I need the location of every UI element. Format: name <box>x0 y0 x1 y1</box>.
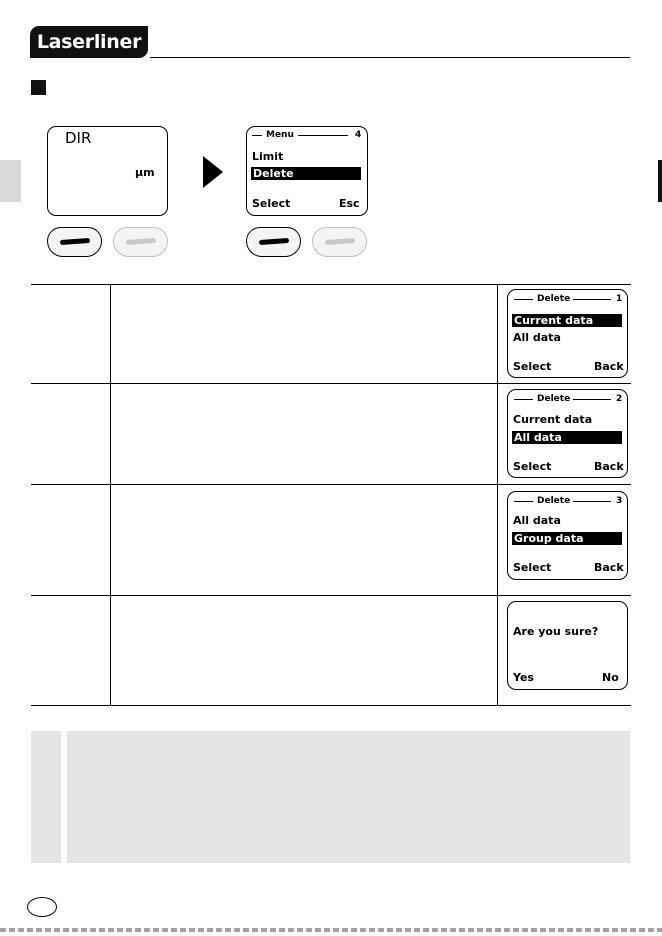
section-marker <box>31 80 46 95</box>
option-all-data: All data <box>512 431 622 444</box>
note-box <box>31 731 630 863</box>
right-softkey-button[interactable] <box>312 227 367 257</box>
table-rule <box>31 595 631 596</box>
screen-title: Delete <box>537 294 571 304</box>
menu-page-number: 4 <box>355 130 362 140</box>
arrow-right-icon <box>203 156 223 188</box>
softkey-label-yes: Yes <box>513 671 534 684</box>
dir-label: DIR <box>65 129 92 147</box>
table-rule <box>31 705 631 706</box>
menu-title: Menu <box>266 130 294 140</box>
softkey-label-back: Back <box>594 460 624 473</box>
menu-item-delete: Delete <box>251 167 361 180</box>
option-all-data: All data <box>513 331 561 344</box>
footer-strip <box>0 928 662 932</box>
table-rule <box>31 383 631 384</box>
lcd-screen-delete-2 <box>507 389 628 478</box>
option-all-data: All data <box>513 514 561 527</box>
screen-title: Delete <box>537 496 571 506</box>
softkey-label-select: Select <box>252 197 291 210</box>
lcd-screen-confirm <box>507 601 628 690</box>
side-tab <box>0 160 21 202</box>
table-divider <box>497 284 498 705</box>
right-softkey-button[interactable] <box>113 227 168 257</box>
softkey-label-select: Select <box>513 561 552 574</box>
note-divider <box>61 731 67 863</box>
screen-page-number: 1 <box>616 294 623 304</box>
language-badge <box>27 897 57 917</box>
option-current-data: Current data <box>512 314 622 327</box>
header-rule <box>150 57 630 58</box>
left-softkey-button[interactable] <box>246 227 301 257</box>
option-group-data: Group data <box>512 532 622 545</box>
softkey-label-esc: Esc <box>339 197 360 210</box>
table-rule <box>31 484 631 485</box>
softkey-label-select: Select <box>513 360 552 373</box>
table-rule <box>31 284 631 285</box>
softkey-label-no: No <box>602 671 619 684</box>
lcd-screen-menu <box>246 126 368 216</box>
confirm-prompt: Are you sure? <box>513 625 599 638</box>
menu-item-limit: Limit <box>252 150 284 163</box>
screen-page-number: 3 <box>616 496 623 506</box>
side-tab-edge <box>658 160 662 202</box>
table-divider <box>110 284 111 705</box>
lcd-screen-delete-3 <box>507 491 628 580</box>
unit-label: µm <box>135 166 155 179</box>
screen-title: Delete <box>537 394 571 404</box>
softkey-label-select: Select <box>513 460 552 473</box>
lcd-screen-delete-1 <box>507 289 628 378</box>
lcd-screen-dir <box>47 126 168 216</box>
brand-logo: Laserliner <box>30 26 148 58</box>
softkey-label-back: Back <box>594 561 624 574</box>
left-softkey-button[interactable] <box>47 227 102 257</box>
screen-page-number: 2 <box>616 394 623 404</box>
option-current-data: Current data <box>513 413 593 426</box>
softkey-label-back: Back <box>594 360 624 373</box>
